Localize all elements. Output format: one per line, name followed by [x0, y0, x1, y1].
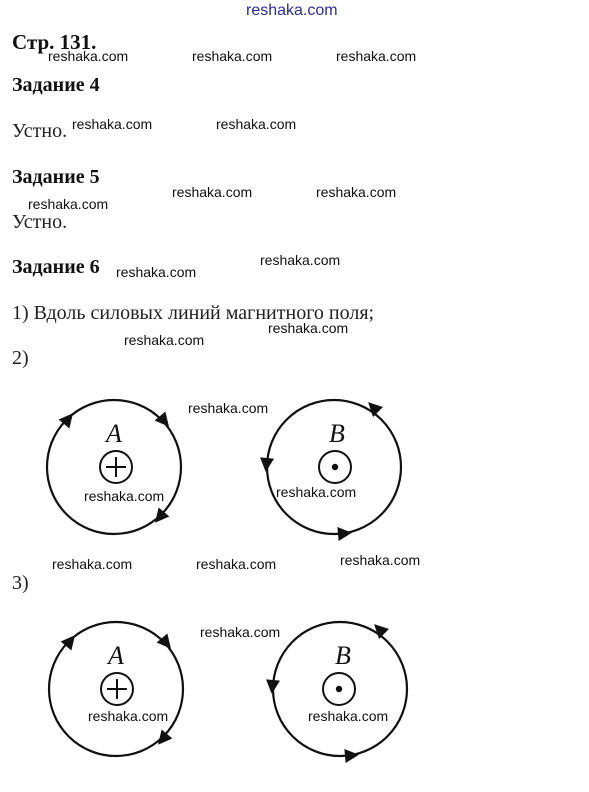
- watermark: reshaka.com: [124, 332, 205, 348]
- watermark: reshaka.com: [316, 184, 397, 200]
- watermark: reshaka.com: [188, 400, 269, 416]
- figure-3-label-b: B: [335, 641, 351, 670]
- figure-2-conductor-b: [259, 397, 401, 541]
- task-5-title: Задание 5: [12, 166, 100, 188]
- page-heading: Стр. 131.: [12, 30, 97, 54]
- figure-2-label-a: A: [106, 419, 122, 448]
- watermark-top: reshaka.com: [246, 2, 338, 19]
- watermark: reshaka.com: [192, 48, 273, 64]
- figure-2-label-b: B: [329, 419, 345, 448]
- watermark: reshaka.com: [200, 624, 281, 640]
- figure-3-label-a: A: [108, 641, 124, 670]
- watermark: reshaka.com: [308, 708, 389, 724]
- task-4-title: Задание 4: [12, 74, 100, 96]
- dot-icon: [336, 686, 342, 692]
- watermark: reshaka.com: [260, 252, 341, 268]
- task-5-text: Устно.: [12, 211, 68, 233]
- dot-icon: [332, 464, 338, 470]
- answer-item-2-label: 2): [12, 347, 29, 369]
- watermark: reshaka.com: [340, 552, 421, 568]
- figure-3-conductor-b: [265, 619, 407, 763]
- watermark: reshaka.com: [116, 264, 197, 280]
- watermark: reshaka.com: [268, 320, 349, 336]
- figure-2-conductor-a: [47, 400, 181, 534]
- watermark: reshaka.com: [72, 116, 153, 132]
- watermark: reshaka.com: [336, 48, 417, 64]
- watermark: reshaka.com: [52, 556, 133, 572]
- watermark: reshaka.com: [48, 48, 129, 64]
- answer-item-1: 1) Вдоль силовых линий магнитного поля;: [12, 302, 375, 324]
- watermark: reshaka.com: [84, 488, 165, 504]
- figure-3-conductor-a: [49, 622, 183, 756]
- task-4-text: Устно.: [12, 120, 68, 142]
- watermark: reshaka.com: [172, 184, 253, 200]
- watermark: reshaka.com: [196, 556, 277, 572]
- watermark: reshaka.com: [28, 196, 109, 212]
- watermark: reshaka.com: [216, 116, 297, 132]
- task-6-title: Задание 6: [12, 256, 100, 278]
- watermark: reshaka.com: [88, 708, 169, 724]
- answer-item-3-label: 3): [12, 572, 29, 594]
- watermark: reshaka.com: [276, 484, 357, 500]
